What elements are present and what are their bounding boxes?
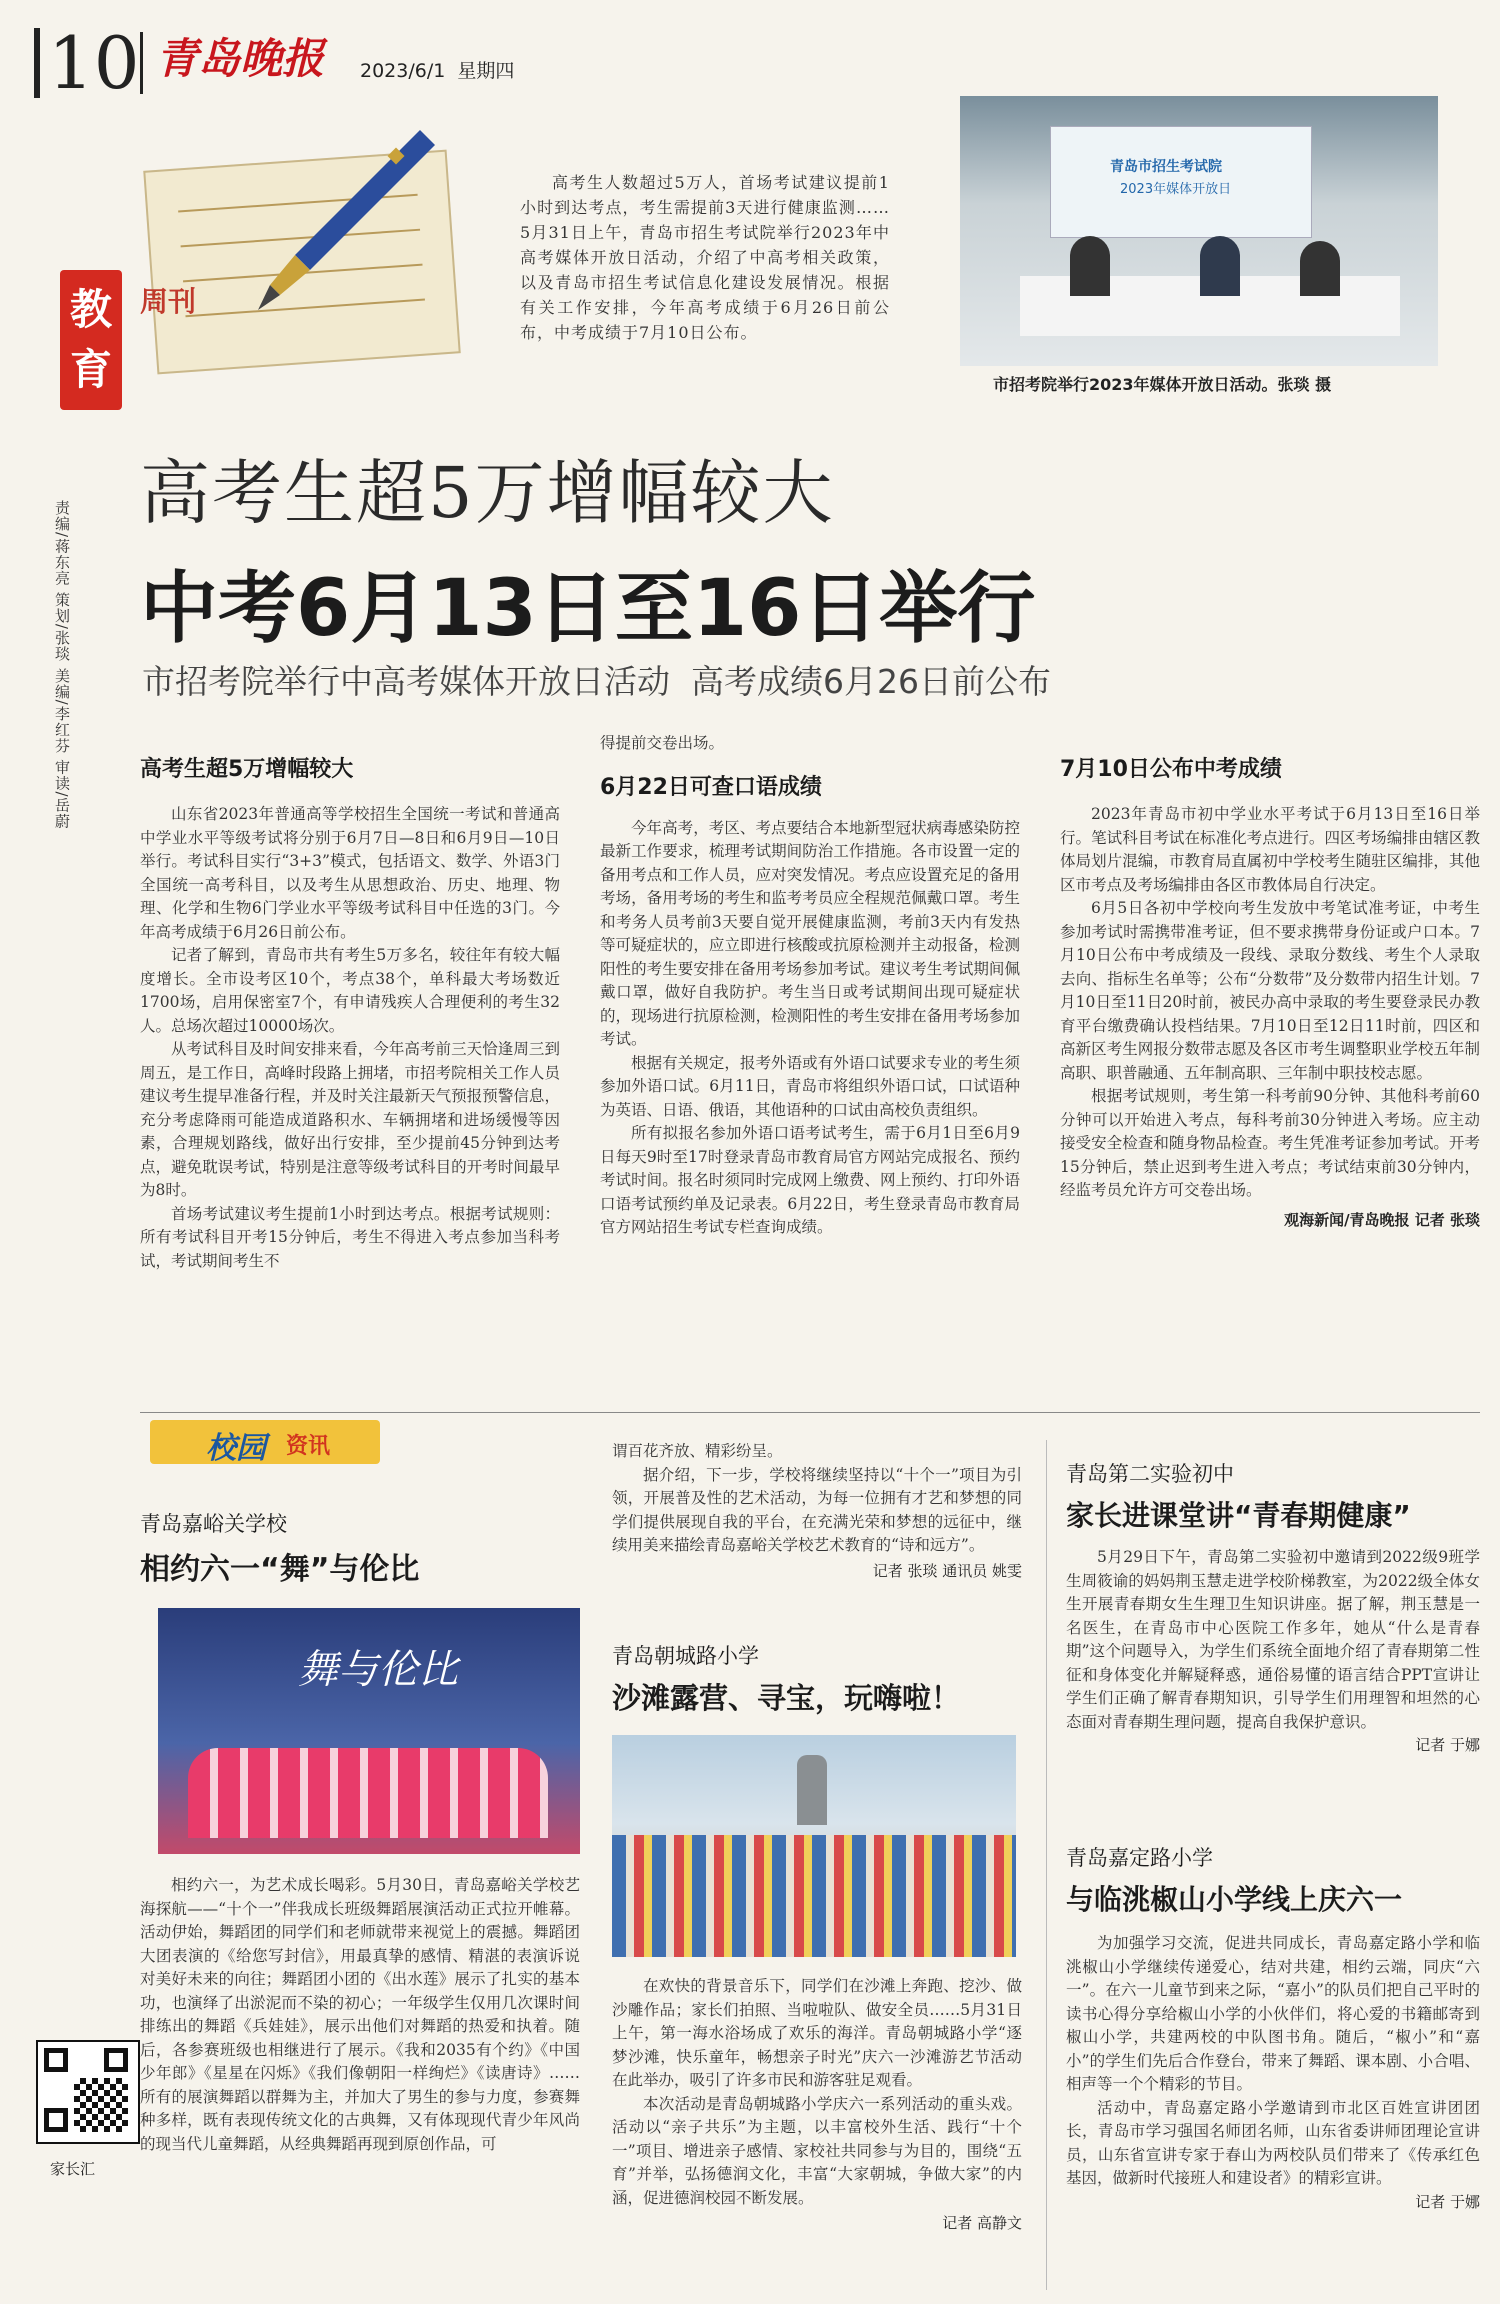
- main-col-3: [1060, 752, 1480, 1230]
- story4: [1066, 1842, 1480, 2212]
- col2-paragraph: 所有拟报名参加外语口语考试考生，需于6月1日至6月9日每天9时至17时登录青岛市教育局官方网站完成报名、预约考试时间。报名时须同时完成网上缴费、网上预约、打印外语口语考试预约单及记录表。6月22日，考生登录青岛市教育局官方网站招生考试专栏查询成绩。: [600, 1124, 1020, 1236]
- story2-photo: [612, 1735, 1016, 1957]
- col2-paragraph: 根据有关规定，报考外语或有外语口试要求专业的考生须参加外语口试。6月11日，青岛市将组织外语口试，口试语种为英语、日语、俄语，其他语种的口试由高校负责组织。: [600, 1053, 1020, 1119]
- qr-pattern: [74, 2078, 128, 2132]
- badge-char-2: 育: [69, 345, 112, 394]
- badge-char-1: 教: [69, 285, 112, 334]
- headline-line-1: 高考生超5万增幅较大: [140, 452, 835, 534]
- weekly-label: 周刊: [140, 285, 197, 318]
- issue-date: [360, 56, 514, 83]
- date-text: 2023/6/1: [360, 60, 446, 82]
- stage-banner-text: 舞与伦比: [298, 1647, 458, 1693]
- weekday-text: 星期四: [457, 60, 515, 82]
- statue: [797, 1755, 827, 1825]
- screen-text-2: 2023年媒体开放日: [1120, 182, 1232, 197]
- story4-paragraph: 为加强学习交流，促进共同成长，青岛嘉定路小学和临洮椒山小学继续传递爱心，结对共建，相约云端，同庆“六一”。在六一儿童节到来之际，“嘉小”的队员们把自己平时的读书心得分享给椒山小学的小伙伴们，将心爱的书籍邮寄到椒山小学，共建两校的中队图书角。随后，“椒小”和“嘉小”的学生们先后合作登台，带来了舞蹈、课本剧、小合唱、相声等一个个精彩的节目。: [1066, 1934, 1480, 2093]
- main-col-1: [140, 752, 560, 1273]
- dancers-row: [188, 1748, 548, 1838]
- story4-body: [1066, 1932, 1480, 2191]
- masthead-divider: [140, 32, 143, 94]
- story4-title: 与临洮椒山小学线上庆六一: [1066, 1883, 1403, 1916]
- col1-paragraph: 记者了解到，青岛市共有考生5万多名，较往年有较大幅度增长。全市设考区10个，考点38个，单科最大考场数近1700场，启用保密室7个，有申请残疾人合理便利的考生32人。总场次超过10000场次。: [140, 946, 560, 1035]
- story1-title: 相约六一“舞”与伦比: [140, 1552, 420, 1587]
- qr-corner-icon: [44, 2108, 68, 2132]
- story3-title: 家长进课堂讲“青春期健康”: [1066, 1499, 1411, 1532]
- col3-paragraph: 根据考试规则，考生第一科考前90分钟、其他科考前60分钟可以开始进入考点，每科考前30分钟进入考场。应主动接受安全检查和随身物品检查。考生凭准考证参加考试。开考15分钟后，禁止迟到考生进入考点；考试结束前30分钟内，经监考员允许方可交卷出场。: [1060, 1087, 1480, 1199]
- paper-name: 青岛晚报: [156, 34, 325, 83]
- story2-school: 青岛朝城路小学: [612, 1644, 759, 1668]
- story4-school: 青岛嘉定路小学: [1066, 1846, 1213, 1870]
- headline-sub: 市招考院举行中高考媒体开放日活动 高考成绩6月26日前公布: [142, 662, 1051, 701]
- col1-paragraph: 首场考试建议考生提前1小时到达考点。根据考试规则：所有考试科目开考15分钟后，考生不得进入考点参加当科考试，考试期间考生不: [140, 1204, 560, 1270]
- col1-title: 高考生超5万增幅较大: [140, 757, 354, 782]
- col3-body: [1060, 803, 1480, 1203]
- col2-lead: 得提前交卷出场。: [600, 734, 725, 752]
- section-badge: [60, 270, 122, 410]
- story2-paragraph: 本次活动是青岛朝城路小学庆六一系列活动的重头戏。活动以“亲子共乐”为主题，以丰富校外生活、践行“十个一”项目、增进亲子感情、家校社共同参与为目的，围绕“五育”并举，弘扬德润文化，丰富“大家朝城，争做大家”的内涵，促进德润校园不断发展。: [612, 2094, 1022, 2207]
- person-2: [1200, 236, 1240, 296]
- screen-text-1: 青岛市招生考试院: [1110, 159, 1222, 175]
- person-3: [1300, 241, 1340, 296]
- masthead-rule: [34, 28, 40, 98]
- story2: [612, 1640, 1022, 2233]
- side-credits: 责编/蒋东亮 策划/张琰 美编/李红芬 审读/岳蔚: [53, 500, 71, 830]
- story1-photo: [158, 1608, 580, 1854]
- story1-cont: [612, 1440, 1022, 1581]
- story1-body-2: 据介绍，下一步，学校将继续坚持以“十个一”项目为引领，开展普及性的艺术活动，为每一位拥有才艺和梦想的同学们提供展现自我的平台，在充满光荣和梦想的远征中，继续用美来描绘青岛嘉峪关学校艺术教育的“诗和远方”。: [612, 1465, 1022, 1554]
- story2-credit: 记者 高静文: [942, 2214, 1022, 2232]
- intro-paragraph: 高考生人数超过5万人，首场考试建议提前1小时到达考点，考生需提前3天进行健康监测……5月31日上午，青岛市招生考试院举行2023年中高考媒体开放日活动，介绍了中高考相关政策，以及青岛市招生考试信息化建设发展情况。根据有关工作安排，今年高考成绩于6月26日前公布，中考成绩于7月10日公布。: [520, 173, 890, 342]
- col3-paragraph: 2023年青岛市初中学业水平考试于6月13日至16日举行。笔试科目考试在标准化考点进行。四区考场编排由辖区教体局划片混编，市教育局直属初中学校考生随驻区编排，其他区市考点及考场编排由各区市教体局自行决定。: [1060, 805, 1480, 894]
- campus-badge-sub: 资讯: [286, 1434, 331, 1459]
- fountain-pen-icon: [240, 120, 440, 320]
- story1-body: 相约六一，为艺术成长喝彩。5月30日，青岛嘉峪关学校艺海探航——“十个一”伴我成长班级舞蹈展演活动正式拉开帷幕。活动伊始，舞蹈团的同学们和老师就带来视觉上的震撼。舞蹈团大团表演的《给您写封信》，用最真挚的感情、精湛的表演诉说对美好未来的向往；舞蹈团小团的《出水莲》展示了扎实的基本功，也演绎了出淤泥而不染的初心；一年级学生仅用几次课时间排练出的舞蹈《兵娃娃》，展示出他们对舞蹈的热爱和执着。随后，各参赛班级也相继进行了展示。《我和2035有个约》《中国少年郎》《星星在闪烁》《我们像朝阳一样绚烂》《读唐诗》……所有的展演舞蹈以群舞为主，并加大了男生的参与力度，参赛舞种多样，既有表现传统文化的古典舞，又有体现现代青少年风尚的现当代儿童舞蹈，从经典舞蹈再现到原创作品，可: [140, 1876, 580, 2153]
- col1-paragraph: 山东省2023年普通高等学校招生全国统一考试和普通高中学业水平等级考试将分别于6月7日—8日和6月9日—10日举行。考试科目实行“3+3”模式，包括语文、数学、外语3门全国统一高考科目，以及考生从思想政治、历史、地理、物理、化学和生物6门学业水平等级考试科目中任选的3门。今年高考成绩于6月26日前公布。: [140, 805, 560, 941]
- story3-credit: 记者 于娜: [1415, 1736, 1480, 1754]
- top-photo: [960, 96, 1438, 366]
- story1: [140, 1508, 580, 2156]
- headline-line-2: 中考6月13日至16日举行: [140, 564, 1036, 654]
- col2-title: 6月22日可查口语成绩: [600, 774, 822, 800]
- person-1: [1070, 236, 1110, 296]
- story2-paragraph: 在欢快的背景音乐下，同学们在沙滩上奔跑、挖沙、做沙雕作品；家长们拍照、当啦啦队、做安全员……5月31日上午，第一海水浴场成了欢乐的海洋。青岛朝城路小学“逐梦沙滩，快乐童年，畅想亲子时光”庆六一沙滩游艺节活动在此举办，吸引了许多市民和游客驻足观看。: [612, 1977, 1022, 2089]
- column-divider: [1046, 1440, 1047, 2290]
- story3-body: 5月29日下午，青岛第二实验初中邀请到2022级9班学生周筱谕的妈妈荆玉慧走进学校阶梯教室，为2022级全体女生开展青春期女生生理卫生知识讲座。据了解，荆玉慧是一名医生，在青岛市中心医院工作多年，她从“什么是青春期”这个问题导入，为学生们系统全面地介绍了青春期第二性征和身体变化并解疑释惑，通俗易懂的语言结合PPT宣讲让学生们正确了解青春期知识，引导学生们用理智和坦然的心态面对青春期生理问题，提高自我保护意识。: [1066, 1548, 1480, 1731]
- col1-paragraph: 从考试科目及时间安排来看，今年高考前三天恰逢周三到周五，是工作日，高峰时段路上拥堵，市招考院相关工作人员建议考生提早准备行程，并及时关注最新天气预报预警信息，充分考虑降雨可能造成道路积水、车辆拥堵和进场缓慢等因素，合理规划路线，做好出行安排，至少提前45分钟到达考点，避免耽误考试，特别是注意等级考试科目的开考时间最早为8时。: [140, 1040, 560, 1199]
- masthead: [0, 0, 1500, 110]
- page-number: 10: [48, 21, 140, 105]
- section-divider: [140, 1412, 1480, 1413]
- main-col-2: [600, 732, 1020, 1240]
- story1-credit: 记者 张琰 通讯员 姚雯: [872, 1561, 1022, 1580]
- top-photo-caption: 市招考院举行2023年媒体开放日活动。张琰 摄: [993, 375, 1332, 394]
- story4-credit: 记者 于娜: [1415, 2192, 1480, 2211]
- qr-code[interactable]: [36, 2040, 140, 2144]
- col2-body: [600, 817, 1020, 1240]
- col3-paragraph: 6月5日各初中学校向考生发放中考笔试准考证，中考生参加考试时需携带准考证，但不要求携带身份证或户口本。7月10日公布中考成绩及一段线、录取分数线、考生个人录取去向、指标生名单等；公布“分数带”及分数带内招生计划。7月10日至11日20时前，被民办高中录取的考生要登录民办教育平台缴费确认投档结果。7月10日至12日11时前，四区和高新区考生网报分数带志愿及各区市考生调整职业学校五年制高职、职普融通、五年制高职、三年制中职技校志愿。: [1060, 899, 1480, 1082]
- col1-body: [140, 803, 560, 1273]
- crowd: [612, 1835, 1016, 1957]
- story2-body: [612, 1975, 1022, 2210]
- story1-cont-text: 谓百花齐放、精彩纷呈。: [612, 1442, 783, 1460]
- col3-credit: 观海新闻/青岛晚报 记者 张琰: [1284, 1210, 1480, 1229]
- story3-school: 青岛第二实验初中: [1066, 1462, 1234, 1486]
- story1-school: 青岛嘉峪关学校: [140, 1512, 287, 1536]
- qr-label: 家长汇: [50, 2160, 96, 2178]
- col2-paragraph: 今年高考，考区、考点要结合本地新型冠状病毒感染防控最新工作要求，梳理考试期间防治工作措施。各市设置一定的备用考点和工作人员，应对突发情况。考点应设置充足的备用考场，备用考场的考生和监考考员应全程规范佩戴口罩。考生和考务人员考前3天要自觉开展健康监测，考前3天内有发热等可疑症状的，应立即进行核酸或抗原检测并主动报备，检测阳性的考生要安排在备用考场参加考试。建议考生考试期间佩戴口罩，做好自我防护。考生当日或考试期间出现可疑症状的，现场进行抗原检测，检测阳性的考生安排在备用考场参加考试。: [600, 818, 1020, 1048]
- campus-badge: [150, 1420, 380, 1464]
- story3: [1066, 1458, 1480, 1755]
- story2-title: 沙滩露营、寻宝，玩嗨啦！: [612, 1681, 961, 1715]
- campus-badge-main: 校园: [206, 1431, 266, 1466]
- col3-title: 7月10日公布中考成绩: [1060, 757, 1282, 782]
- story4-paragraph: 活动中，青岛嘉定路小学邀请到市北区百姓宣讲团团长，青岛市学习强国名师团名师，山东省委讲师团理论宣讲员，山东省宣讲专家于春山为两校队员们带来了《传承红色基因，做新时代接班人和建设者》的精彩宣讲。: [1066, 2098, 1480, 2187]
- qr-corner-icon: [44, 2048, 68, 2072]
- qr-corner-icon: [104, 2048, 128, 2072]
- section-logo: [60, 120, 490, 410]
